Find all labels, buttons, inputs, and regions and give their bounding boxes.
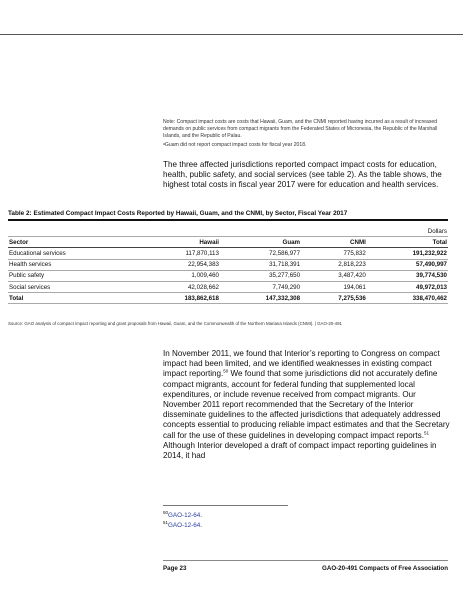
para2-part1: In November 2011, we found that Interior’s reporting to Congress on compact impact had been limited, and we identified weaknesses in existing compact impact reporting.: [163, 349, 440, 379]
para2-part3: Although Interior developed a draft of compact impact reporting guidelines in 2014, it had: [163, 440, 437, 461]
note-text: Note: Compact impact costs are costs that Hawaii, Guam, and the CNMI reported having incurred as a result of increased demands on public services from compact migrants from the Federated States of Micronesia, the Republic of the Marshall Islands, and the Republic of Palau.: [163, 119, 438, 139]
cell-sector: Health services: [8, 259, 139, 270]
table-row: [8, 281, 448, 292]
cell-sector: Educational services: [8, 248, 139, 259]
total-guam: 147,332,308: [220, 293, 301, 304]
footnote-end: .: [200, 512, 202, 519]
units-row: [8, 226, 448, 237]
footnote-number: 51: [163, 519, 169, 525]
cell-total: 39,774,530: [367, 270, 448, 281]
header-row: [8, 237, 448, 248]
footnote-number: 50: [163, 509, 169, 515]
footnote-ref-50[interactable]: 50: [223, 368, 229, 374]
cell-guam: 35,277,650: [220, 270, 301, 281]
table-title: Table 2: Estimated Compact Impact Costs Reported by Hawaii, Guam, and the CNMI, by Sector, Fiscal Year 2017: [8, 210, 448, 221]
footnote-ref-51[interactable]: 51: [423, 429, 429, 435]
total-cnmi: 7,275,536: [301, 293, 367, 304]
table-note: [163, 119, 448, 151]
cell-hawaii: 117,870,113: [139, 248, 220, 259]
source-note: Source: GAO analysis of compact impact reporting and grant proposals from Hawaii, Guam, and the Commonwealth of the Northern Mariana Islands (CNMI). | GAO-20-491: [8, 321, 342, 326]
col-header-sector: Sector: [8, 237, 139, 248]
cell-guam: 72,586,977: [220, 248, 301, 259]
units-label: Dollars: [8, 226, 448, 237]
cell-cnmi: 3,487,420: [301, 270, 367, 281]
col-header-hawaii: Hawaii: [139, 237, 220, 248]
cell-hawaii: 1,009,460: [139, 270, 220, 281]
total-row: [8, 293, 448, 304]
footnote-divider: [163, 505, 288, 506]
cell-guam: 31,718,391: [220, 259, 301, 270]
footnote-51: [163, 519, 202, 529]
cell-hawaii: 42,028,662: [139, 281, 220, 292]
footnote-end: .: [200, 522, 202, 529]
cell-sector: Social services: [8, 281, 139, 292]
cell-sector: Public safety: [8, 270, 139, 281]
report-identifier: GAO-20-491 Compacts of Free Association: [322, 565, 448, 572]
total-label: Total: [8, 293, 139, 304]
footnote-50: [163, 509, 202, 519]
footer-rule: [163, 560, 448, 561]
footnote-link[interactable]: GAO-12-64: [168, 512, 201, 519]
col-header-total: Total: [367, 237, 448, 248]
table-row: [8, 248, 448, 259]
cell-cnmi: 2,818,223: [301, 259, 367, 270]
header-rule: [0, 34, 463, 35]
footnote-link[interactable]: GAO-12-64: [168, 522, 201, 529]
total-hawaii: 183,862,618: [139, 293, 220, 304]
col-header-guam: Guam: [220, 237, 301, 248]
cell-total: 49,972,013: [367, 281, 448, 292]
body-paragraph-1: The three affected jurisdictions reported compact impact costs for education, health, public safety, and social services (see table 2). As the table shows, the highest total costs in fiscal year 2017 were for education and health services.: [163, 160, 442, 190]
guam-note: ᵃGuam did not report compact impact costs for fiscal year 2018.: [163, 142, 307, 148]
page-number: Page 23: [163, 565, 187, 572]
para2-part2: We found that some jurisdictions did not accurately define compact migrants, account for federal funding that supplemented local expenditures, or include revenue received from compact migrants. Our November 2011 report recommended that the Secretary of the Interior disseminate guidelines to the affected jurisdictions that adequately addressed concepts essential to producing reliable impact estimates and that the Secretary call for the use of these guidelines in developing compact impact reports.: [163, 369, 450, 440]
body-paragraph-2: [163, 349, 451, 461]
table-row: [8, 270, 448, 281]
compact-impact-table: [8, 226, 448, 304]
col-header-cnmi: CNMI: [301, 237, 367, 248]
table-row: [8, 259, 448, 270]
cell-hawaii: 22,954,383: [139, 259, 220, 270]
cell-total: 191,232,922: [367, 248, 448, 259]
cell-cnmi: 194,061: [301, 281, 367, 292]
cell-guam: 7,749,290: [220, 281, 301, 292]
cell-total: 57,490,997: [367, 259, 448, 270]
total-total: 338,470,462: [367, 293, 448, 304]
cell-cnmi: 775,832: [301, 248, 367, 259]
